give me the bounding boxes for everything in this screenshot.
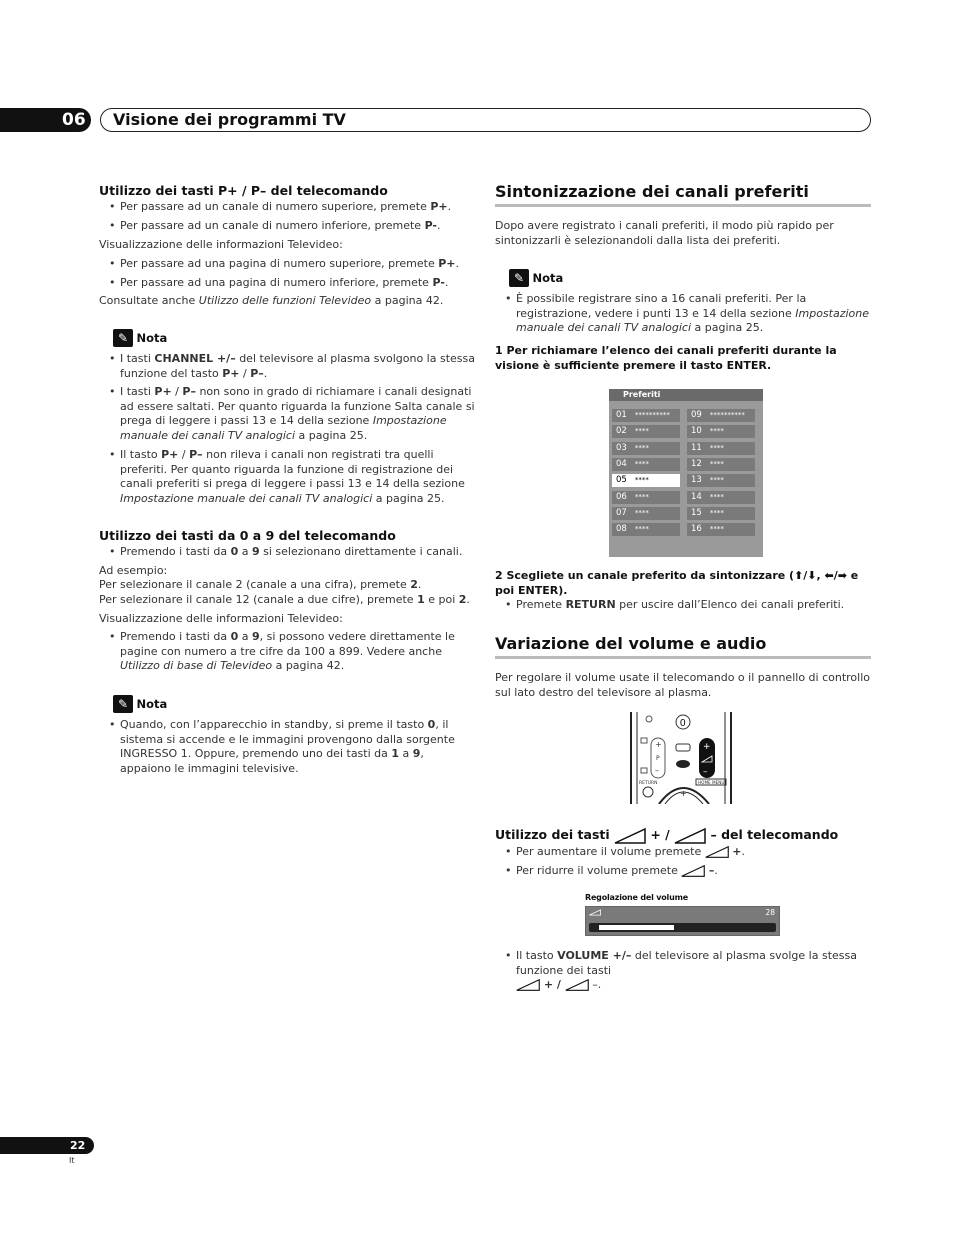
page-number: 22 — [0, 1137, 94, 1154]
svg-text:+: + — [703, 742, 711, 752]
favorite-channel-item[interactable]: 09 ********** — [687, 409, 755, 422]
favorite-channel-item[interactable]: 11 **** — [687, 442, 755, 455]
chapter-title: Visione dei programmi TV — [100, 108, 871, 132]
list-item: • I tasti CHANNEL +/– del televisore al plasma svolgono la stessa funzione del tasto P+ / P–. — [99, 352, 477, 381]
favorite-channel-item[interactable]: 15 **** — [687, 507, 755, 520]
volume-bar — [589, 923, 776, 932]
volume-icon — [565, 979, 589, 991]
favorite-channel-item[interactable]: 03 **** — [612, 442, 680, 455]
list-item: • Premendo i tasti da 0 a 9, si possono vedere direttamente le pagine con numero a tre cifre da 100 a 899. Vedere anche Utilizzo di base di Televideo a pagina 42. — [99, 630, 477, 674]
favorite-channel-item[interactable]: 06 **** — [612, 491, 680, 504]
volume-icon — [589, 909, 601, 916]
list-item: • È possibile registrare sino a 16 canali preferiti. Per la registrazione, vedere i punti 13 e 14 della sezione Impostazione manuale dei canali TV analogici a pagina 25. — [495, 292, 873, 336]
list-item: • Il tasto VOLUME +/– del televisore al plasma svolge la stessa funzione dei tasti + / –. — [495, 949, 873, 993]
section-title-favorites: Sintonizzazione dei canali preferiti — [495, 182, 809, 201]
favorite-channel-item[interactable]: 04 **** — [612, 458, 680, 471]
list-item: • Quando, con l’apparecchio in standby, si preme il tasto 0, il sistema si accende e le immagini provengono dalla sorgente INGRESSO 1. Oppure, premendo uno dei tasti da 1 a 9, appaiono le immagini televisive. — [99, 718, 477, 776]
paragraph: Per selezionare il canale 12 (canale a due cifre), premete 1 e poi 2. — [99, 593, 470, 606]
svg-text:+: + — [655, 740, 662, 749]
favorite-channel-item[interactable]: 02 **** — [612, 425, 680, 438]
note-heading: ✎ Nota — [113, 329, 167, 347]
favorite-channel-item[interactable]: 14 **** — [687, 491, 755, 504]
favorite-channel-item[interactable]: 16 **** — [687, 523, 755, 536]
step-2: 2 Scegliete un canale preferito da sintonizzare (⬆/⬇, ⬅/➡ e poi ENTER). — [495, 569, 859, 597]
remote-control-illustration — [629, 712, 733, 804]
list-item: • Il tasto P+ / P– non rileva i canali non registrati tra quelli preferiti. Per quanto riguarda la funzione di registrazione dei canali preferiti si prega di leggere i passi 13 e 14 della sezione Impostazione manuale dei canali TV analogici a pagina 25. — [99, 448, 477, 506]
favorite-channel-item[interactable]: 12 **** — [687, 458, 755, 471]
list-item: • Premendo i tasti da 0 a 9 si selezionano direttamente i canali. — [99, 545, 479, 560]
list-item: • I tasti P+ / P– non sono in grado di richiamare i canali designati ad essere saltati. Per quanto riguarda la funzione Salta canale si prega di leggere i passi 13 e 14 della sezione Impostazione manuale dei canali TV analogici a pagina 25. — [99, 385, 477, 443]
svg-text:–: – — [655, 766, 659, 775]
list-item: • Per passare ad un canale di numero superiore, premete P+. — [99, 200, 479, 215]
favorites-title: Preferiti — [609, 389, 763, 401]
favorites-menu — [609, 389, 763, 557]
volume-icon — [705, 846, 729, 858]
paragraph: Visualizzazione delle informazioni Televideo: — [99, 238, 343, 251]
step-1: 1 Per richiamare l’elenco dei canali preferiti durante la visione è sufficiente premere il tasto ENTER. — [495, 344, 837, 372]
volume-icon — [674, 828, 706, 844]
section-title-number-keys: Utilizzo dei tasti da 0 a 9 del telecomando — [99, 528, 396, 543]
divider — [495, 204, 871, 207]
favorite-channel-item[interactable]: 13 **** — [687, 474, 755, 487]
favorite-channel-item[interactable]: 01 ********** — [612, 409, 680, 422]
favorite-channel-item[interactable]: 07 **** — [612, 507, 680, 520]
list-item: • Per passare ad un canale di numero inferiore, premete P-. — [99, 219, 479, 234]
list-item: • Per aumentare il volume premete +. — [495, 845, 873, 860]
svg-text:P: P — [656, 755, 660, 762]
svg-text:+: + — [680, 789, 687, 798]
volume-osd — [585, 906, 780, 936]
pencil-icon: ✎ — [113, 329, 133, 347]
volume-icon — [516, 979, 540, 991]
list-item: • Per passare ad una pagina di numero superiore, premete P+. — [99, 257, 479, 272]
svg-text:RETURN: RETURN — [639, 781, 658, 786]
pencil-icon: ✎ — [509, 269, 529, 287]
section-title-volume-keys: Utilizzo dei tasti + / – del telecomando — [495, 827, 839, 842]
note-heading: ✎ Nota — [113, 695, 167, 713]
volume-icon — [614, 828, 646, 844]
paragraph: Visualizzazione delle informazioni Televideo: — [99, 612, 343, 625]
paragraph: Ad esempio: — [99, 564, 168, 577]
divider — [495, 656, 871, 659]
volume-value: 28 — [765, 908, 775, 917]
favorite-channel-item[interactable]: 10 **** — [687, 425, 755, 438]
section-title-volume: Variazione del volume e audio — [495, 634, 767, 653]
section-title-p-keys: Utilizzo dei tasti P+ / P– del telecomando — [99, 183, 388, 198]
svg-text:0: 0 — [680, 718, 686, 729]
paragraph: Per selezionare il canale 2 (canale a una cifra), premete 2. — [99, 578, 422, 591]
paragraph: Dopo avere registrato i canali preferiti, il modo più rapido per sintonizzarli è selezionandoli dalla lista dei preferiti. — [495, 219, 834, 247]
volume-osd-label: Regolazione del volume — [585, 893, 688, 902]
favorite-channel-item[interactable]: 05 **** — [612, 474, 680, 487]
volume-icon — [681, 865, 705, 877]
list-item: • Per ridurre il volume premete –. — [495, 864, 873, 879]
paragraph: Per regolare il volume usate il telecomando o il pannello di controllo sul lato destro del televisore al plasma. — [495, 671, 870, 699]
note-heading: ✎ Nota — [509, 269, 563, 287]
language-code: It — [69, 1156, 75, 1165]
svg-text:–: – — [703, 767, 708, 777]
paragraph: Consultate anche Utilizzo delle funzioni Televideo a pagina 42. — [99, 294, 444, 307]
chapter-number: 06 — [0, 108, 91, 132]
volume-bar-fill — [599, 925, 674, 930]
list-item: • Premete RETURN per uscire dall’Elenco dei canali preferiti. — [495, 598, 873, 613]
favorite-channel-item[interactable]: 08 **** — [612, 523, 680, 536]
svg-text:HOME MENU: HOME MENU — [698, 780, 725, 785]
list-item: • Per passare ad una pagina di numero inferiore, premete P-. — [99, 276, 479, 291]
pencil-icon: ✎ — [113, 695, 133, 713]
